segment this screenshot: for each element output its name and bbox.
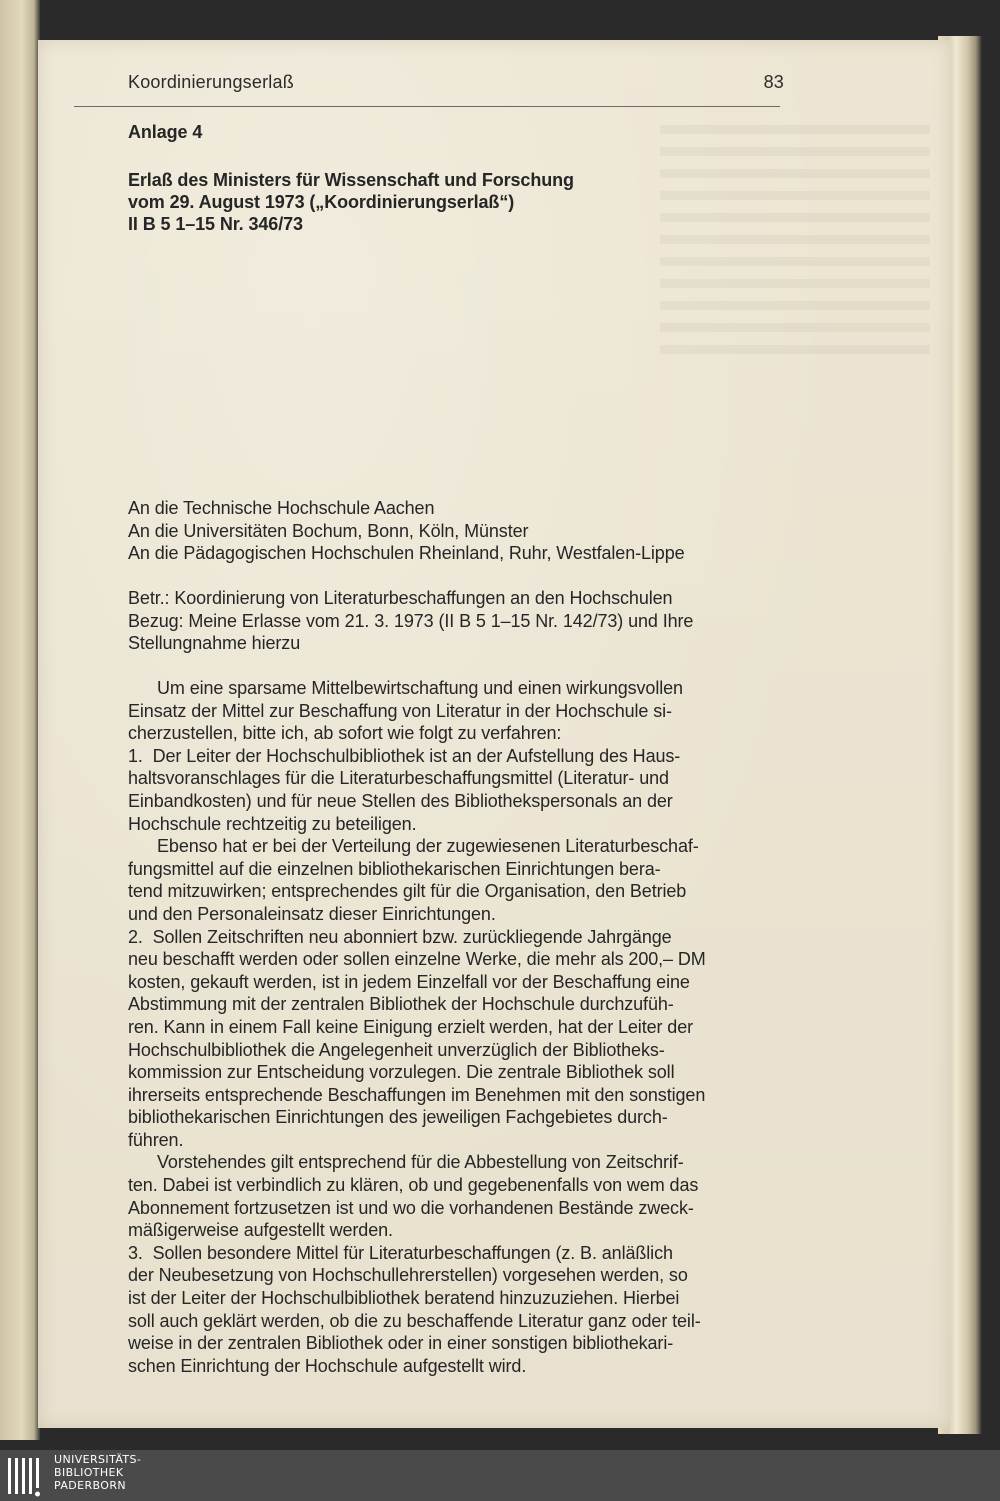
addressee-line: An die Universitäten Bochum, Bonn, Köln, Münster (128, 520, 529, 541)
reference-line: Bezug: Meine Erlasse vom 21. 3. 1973 (II B 5 1–15 Nr. 142/73) und Ihre (128, 610, 694, 631)
library-logo-icon (6, 1454, 46, 1498)
body-line: Hochschulbibliothek die Angelegenheit unverzüglich der Bibliotheks- (128, 1039, 665, 1060)
body-line: kommission zur Entscheidung vorzulegen. Die zentrale Bibliothek soll (128, 1062, 675, 1083)
body-line: Ebenso hat er bei der Verteilung der zugewiesenen Literaturbeschaf- (157, 836, 699, 857)
body-line: Abstimmung mit der zentralen Bibliothek der Hochschule durchzufüh- (128, 994, 674, 1015)
addressee-line: An die Technische Hochschule Aachen (128, 498, 435, 518)
body-line: haltsvoranschlages für die Literaturbeschaffungsmittel (Literatur- und (128, 768, 669, 789)
library-footer-bar (0, 1450, 1000, 1501)
previous-page-edge (0, 0, 40, 1440)
body-line: soll auch geklärt werden, ob die zu beschaffende Literatur ganz oder teil- (128, 1310, 701, 1331)
page-number: 83 (763, 72, 784, 92)
library-logo-line: BIBLIOTHEK (54, 1466, 124, 1479)
library-logo-text (54, 1453, 141, 1492)
body-line: und den Personaleinsatz dieser Einrichtungen. (128, 903, 496, 924)
show-through-shading (660, 125, 930, 365)
decree-title (128, 169, 574, 235)
body-line: mäßigerweise aufgestellt werden. (128, 1220, 393, 1241)
running-head-title: Koordinierungserlaß (128, 72, 294, 92)
reference-line: Stellungnahme hierzu (128, 633, 301, 654)
body-line: ten. Dabei ist verbindlich zu klären, ob und gegebenenfalls von wem das (128, 1175, 699, 1196)
body-line: 3. Sollen besondere Mittel für Literaturbeschaffungen (z. B. anläßlich (128, 1242, 673, 1263)
addressee-line: An die Pädagogischen Hochschulen Rheinland, Ruhr, Westfalen-Lippe (128, 543, 685, 564)
body-line: ren. Kann in einem Fall keine Einigung erzielt werden, hat der Leiter der (128, 1016, 694, 1037)
decree-title-line: Erlaß des Ministers für Wissenschaft und Forschung (128, 170, 574, 190)
body-line: ihrerseits entsprechende Beschaffungen im Benehmen mit den sonstigen (128, 1084, 706, 1105)
body-line: Abonnement fortzusetzen ist und wo die vorhandenen Bestände zweck- (128, 1197, 694, 1218)
body-line: fungsmittel auf die einzelnen bibliothekarischen Einrichtungen bera- (128, 858, 661, 879)
body-line: cherzustellen, bitte ich, ab sofort wie folgt zu verfahren: (128, 723, 562, 744)
body-line: tend mitzuwirken; entsprechendes gilt für die Organisation, den Betrieb (128, 881, 687, 902)
body-line: 2. Sollen Zeitschriften neu abonniert bzw. zurückliegende Jahrgänge (128, 926, 672, 947)
body-line: weise in der zentralen Bibliothek oder in einer sonstigen bibliothekari- (128, 1333, 674, 1354)
body-text (128, 677, 788, 1377)
body-line: Vorstehendes gilt entsprechend für die Abbestellung von Zeitschrif- (157, 1152, 684, 1173)
body-line: neu beschafft werden oder sollen einzelne Werke, die mehr als 200,– DM (128, 949, 706, 970)
body-line: Einbandkosten) und für neue Stellen des Bibliothekspersonals an der (128, 790, 673, 811)
body-line: 1. Der Leiter der Hochschulbibliothek ist an der Aufstellung des Haus- (128, 745, 681, 766)
library-logo-line: UNIVERSITÄTS- (54, 1453, 142, 1466)
decree-title-line: vom 29. August 1973 („Koordinierungserlaß“) (128, 192, 515, 212)
body-line: führen. (128, 1129, 184, 1150)
library-logo-line: PADERBORN (54, 1479, 127, 1492)
decree-title-line: II B 5 1–15 Nr. 346/73 (128, 214, 303, 234)
reference-block (128, 587, 693, 655)
body-line: der Neubesetzung von Hochschullehrerstellen) vorgesehen werden, so (128, 1265, 688, 1286)
body-line: Um eine sparsame Mittelbewirtschaftung und einen wirkungsvollen (157, 678, 683, 698)
body-line: kosten, gekauft werden, ist in jedem Einzelfall vor der Beschaffung eine (128, 971, 690, 992)
body-line: Einsatz der Mittel zur Beschaffung von Literatur in der Hochschule si- (128, 700, 672, 721)
header-rule (74, 106, 780, 107)
body-line: bibliothekarischen Einrichtungen des jeweiligen Fachgebietes durch- (128, 1107, 668, 1128)
reference-line: Betr.: Koordinierung von Literaturbeschaffungen an den Hochschulen (128, 588, 673, 608)
body-line: ist der Leiter der Hochschulbibliothek beratend hinzuzuziehen. Hierbei (128, 1288, 680, 1309)
addressee-block (128, 497, 685, 565)
annex-label: Anlage 4 (128, 122, 203, 142)
running-head (128, 72, 784, 93)
body-line: Hochschule rechtzeitig zu beteiligen. (128, 813, 417, 834)
body-line: schen Einrichtung der Hochschule aufgestellt wird. (128, 1355, 527, 1376)
